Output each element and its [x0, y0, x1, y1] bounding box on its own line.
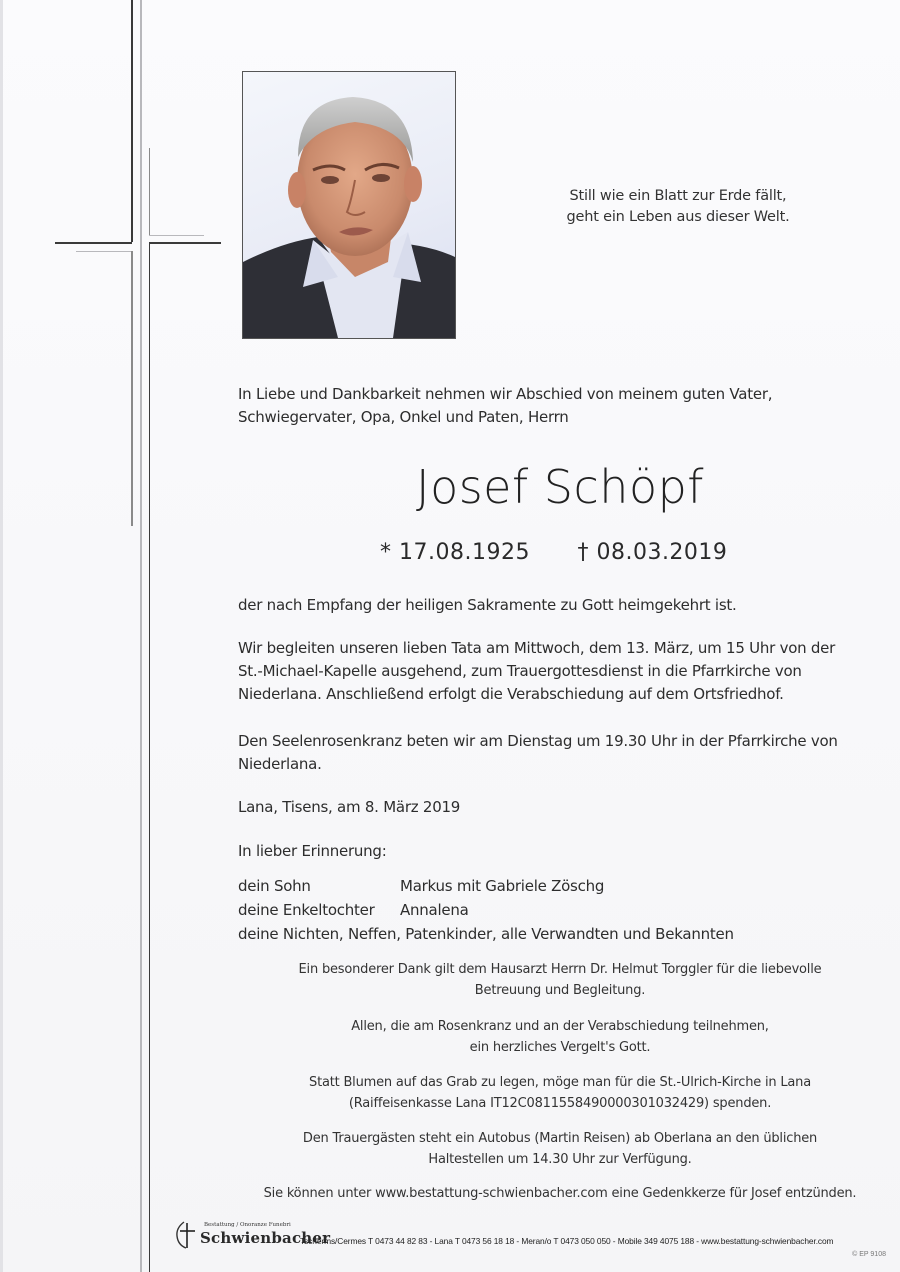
print-code: © EP 9108	[852, 1251, 886, 1258]
relative-row	[238, 898, 734, 922]
cross-line	[131, 251, 133, 526]
cross-line	[149, 242, 150, 1272]
donation-line: (Raiffeisenkasse Lana IT12C0811558490000301032429) spenden.	[348, 1096, 772, 1111]
rosary-line: Niederlana.	[238, 755, 322, 773]
bus-text	[240, 1128, 880, 1170]
thanks-line: Ein besonderer Dank gilt dem Hausarzt Herrn Dr. Helmut Torggler für die liebevolle	[298, 962, 822, 977]
intro-line: Schwiegervater, Opa, Onkel und Paten, Herrn	[238, 408, 569, 426]
thanks-line: ein herzliches Vergelt's Gott.	[469, 1040, 651, 1055]
relative-names: Annalena	[400, 901, 469, 919]
cross-line	[140, 0, 142, 1272]
sacrament-text: der nach Empfang der heiligen Sakramente zu Gott heimgekehrt ist.	[238, 596, 737, 614]
page-edge	[0, 0, 3, 1272]
funeral-line: St.-Michael-Kapelle ausgehend, zum Trauergottesdienst in die Pfarrkirche von	[238, 662, 802, 680]
intro-text	[238, 383, 772, 429]
thanks-line: Allen, die am Rosenkranz und an der Verabschiedung teilnehmen,	[351, 1019, 769, 1034]
portrait-image	[243, 72, 455, 338]
bus-line: Haltestellen um 14.30 Uhr zur Verfügung.	[428, 1152, 692, 1167]
death-date: † 08.03.2019	[577, 540, 728, 565]
thanks-doctor	[240, 959, 880, 1001]
donation-line: Statt Blumen auf das Grab zu legen, möge man für die St.-Ulrich-Kirche in Lana	[309, 1075, 811, 1090]
quote-line: geht ein Leben aus dieser Welt.	[566, 209, 790, 225]
cross-line	[55, 242, 132, 244]
thanks-all	[240, 1016, 880, 1058]
relatives-list	[238, 874, 734, 946]
funeral-line: Wir begleiten unseren lieben Tata am Mittwoch, dem 13. März, um 15 Uhr von der	[238, 639, 836, 657]
place-date: Lana, Tisens, am 8. März 2019	[238, 798, 461, 816]
cross-line	[76, 251, 131, 252]
funeral-text	[238, 637, 835, 706]
quote-line: Still wie ein Blatt zur Erde fällt,	[569, 188, 787, 204]
relative-role: deine Enkeltochter	[238, 901, 375, 919]
funeral-line: Niederlana. Anschließend erfolgt die Verabschiedung auf dem Ortsfriedhof.	[238, 685, 784, 703]
candle-text: Sie können unter www.bestattung-schwienbacher.com eine Gedenkkerze für Josef entzünden.	[263, 1186, 857, 1201]
intro-line: In Liebe und Dankbarkeit nehmen wir Abschied von meinem guten Vater,	[238, 385, 773, 403]
donation-text	[240, 1072, 880, 1114]
cross-line	[149, 242, 221, 244]
rosary-text	[238, 730, 838, 776]
cross-line	[131, 0, 133, 242]
memorial-quote	[548, 186, 808, 228]
deceased-name: Josef Schöpf	[416, 460, 704, 514]
logo-subtitle: Bestattung / Onoranze Funebri	[204, 1222, 291, 1228]
remembrance-heading: In lieber Erinnerung:	[238, 842, 387, 860]
logo-name: Schwienbacher	[200, 1229, 331, 1247]
bus-line: Den Trauergästen steht ein Autobus (Martin Reisen) ab Oberlana an den üblichen	[302, 1131, 818, 1146]
cross-logo-icon	[174, 1220, 196, 1250]
cross-line	[149, 148, 150, 235]
portrait-photo	[242, 71, 456, 339]
funeral-home-footer	[170, 1218, 890, 1252]
rosary-line: Den Seelenrosenkranz beten wir am Dienstag um 19.30 Uhr in der Pfarrkirche von	[238, 732, 838, 750]
contact-info: Tscherms/Cermes T 0473 44 82 83 - Lana T 0473 56 18 18 - Meran/o T 0473 050 050 - Mobile 349 4075 188 - www.bestattung-schwienbacher.com	[300, 1236, 834, 1246]
relatives-all: deine Nichten, Neffen, Patenkinder, alle Verwandten und Bekannten	[238, 925, 734, 943]
thanks-line: Betreuung und Begleitung.	[474, 983, 646, 998]
cross-line	[149, 235, 204, 236]
relative-row	[238, 874, 734, 898]
life-dates	[380, 540, 767, 565]
relative-names: Markus mit Gabriele Zöschg	[400, 877, 605, 895]
relative-role: dein Sohn	[238, 877, 311, 895]
birth-date: * 17.08.1925	[380, 540, 530, 565]
